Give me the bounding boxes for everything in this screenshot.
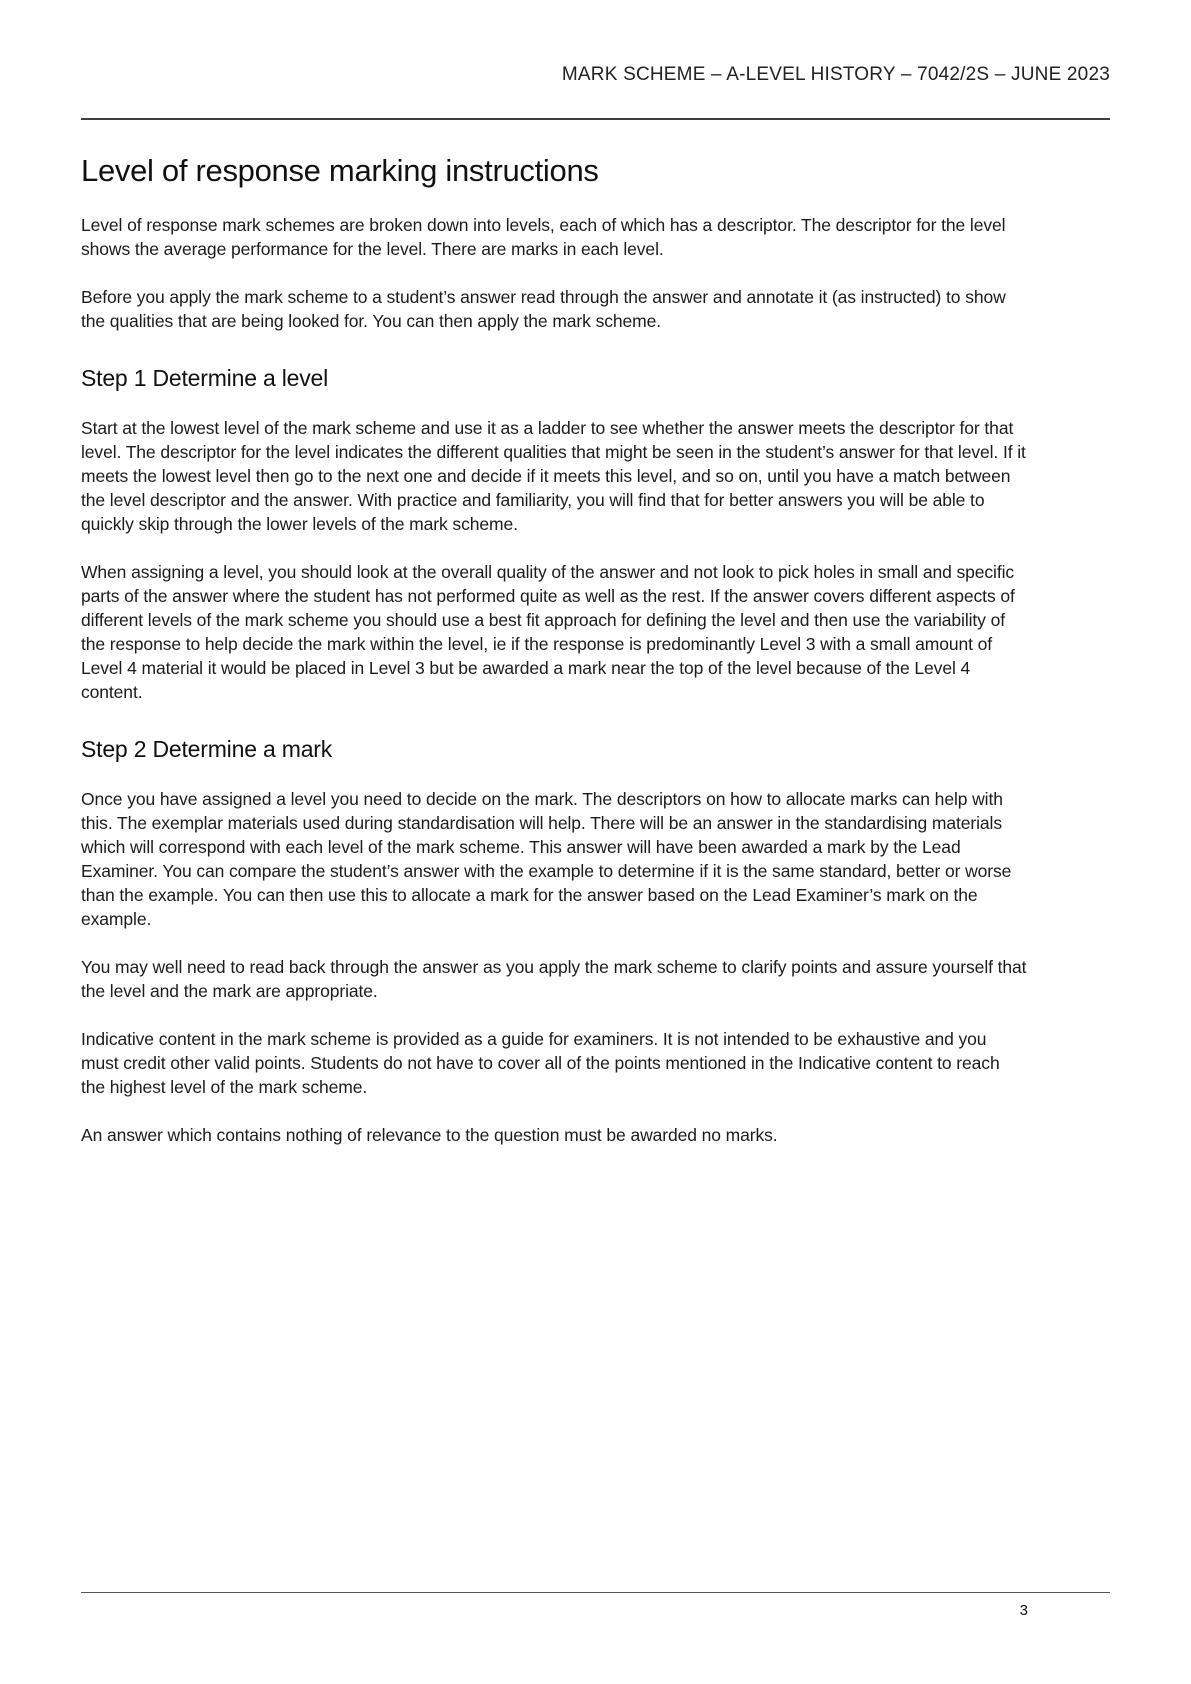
body-paragraph: Once you have assigned a level you need to decide on the mark. The descriptors on how to allocate marks can help with this. The exemplar materials used during standardisation will help. There will be an answer in the standardising materials which will correspond with each level of the mark scheme. This answer will have been awarded a mark by the Lead Examiner. You can compare the student’s answer with the example to determine if it is the same standard, better or worse than the example. You can then use this to allocate a mark for the answer based on the Lead Examiner’s mark on the example. xyxy=(81,789,1012,929)
page-title: Level of response marking instructions xyxy=(81,153,599,188)
intro-paragraph: Level of response mark schemes are broken down into levels, each of which has a descriptor. The descriptor for the level shows the average performance for the level. There are marks in each level. xyxy=(81,215,1006,259)
section-step-1 xyxy=(81,365,1028,704)
intro-section xyxy=(81,213,1028,333)
document-footer xyxy=(81,1592,1110,1619)
body-paragraph: When assigning a level, you should look at the overall quality of the answer and not look to pick holes in small and specific parts of the answer where the student has not performed quite as well as the rest. If the answer covers different aspects of different levels of the mark scheme you should use a best fit approach for defining the level and then use the variability of the response to help decide the mark within the level, ie if the response is predominantly Level 3 with a small amount of Level 4 material it would be placed in Level 3 but be awarded a mark near the top of the level because of the Level 4 content. xyxy=(81,562,1015,702)
body-paragraph: Start at the lowest level of the mark scheme and use it as a ladder to see whether the answer meets the descriptor for that level. The descriptor for the level indicates the different qualities that might be seen in the student’s answer for that level. If it meets the lowest level then go to the next one and decide if it meets this level, and so on, until you have a match between the level descriptor and the answer. With practice and familiarity, you will find that for better answers you will be able to quickly skip through the lower levels of the mark scheme. xyxy=(81,418,1026,534)
section-step-2 xyxy=(81,736,1028,1147)
document-body xyxy=(0,153,1191,1147)
header-divider xyxy=(81,118,1110,120)
section-heading-step-1: Step 1 Determine a level xyxy=(81,365,329,391)
footer-divider xyxy=(81,1592,1110,1593)
running-header-title: MARK SCHEME – A-LEVEL HISTORY – 7042/2S – JUNE 2023 xyxy=(561,64,1110,85)
body-paragraph: Indicative content in the mark scheme is provided as a guide for examiners. It is not intended to be exhaustive and you must credit other valid points. Students do not have to cover all of the points mentioned in the Indicative content to reach the highest level of the mark scheme. xyxy=(81,1029,1000,1097)
body-paragraph: An answer which contains nothing of relevance to the question must be awarded no marks. xyxy=(81,1125,778,1145)
page-number: 3 xyxy=(1019,1602,1028,1619)
section-heading-step-2: Step 2 Determine a mark xyxy=(81,736,333,762)
intro-paragraph: Before you apply the mark scheme to a student’s answer read through the answer and annotate it (as instructed) to show the qualities that are being looked for. You can then apply the mark scheme. xyxy=(81,287,1006,331)
document-header xyxy=(0,0,1191,120)
body-paragraph: You may well need to read back through the answer as you apply the mark scheme to clarify points and assure yourself that the level and the mark are appropriate. xyxy=(81,957,1027,1001)
